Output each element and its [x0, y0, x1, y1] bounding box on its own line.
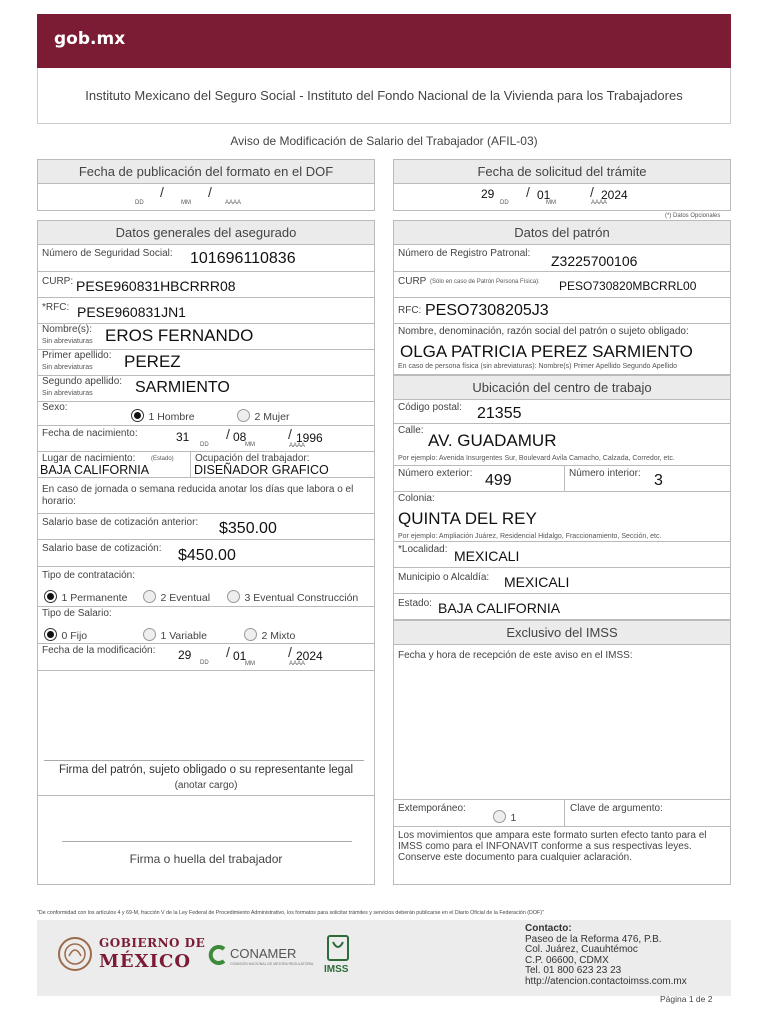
ap1-row[interactable] — [38, 350, 374, 376]
conamer-text: CONAMER — [230, 946, 297, 961]
contact-url[interactable]: http://atencion.contactoimss.com.mx — [525, 975, 687, 987]
nss-row[interactable] — [38, 245, 374, 272]
patron-curp-row[interactable] — [394, 272, 730, 298]
patron-nombre-row[interactable] — [394, 324, 730, 375]
curp-value: PESE960831HBCRRR08 — [76, 278, 236, 294]
mexico-text: MÉXICO — [99, 951, 192, 972]
extemp-opt-label: 1 — [510, 812, 517, 824]
solicitud-day: 29 — [481, 187, 495, 201]
nss-value: 101696110836 — [190, 250, 296, 267]
reg-value: Z3225700106 — [551, 253, 638, 269]
tsal-radio-mixto[interactable] — [244, 626, 295, 644]
patron-rfc-label: RFC: — [398, 305, 422, 316]
mod-label: Fecha de la modificación: — [42, 645, 156, 656]
asegurado-panel — [37, 245, 375, 885]
colonia-row[interactable] — [394, 492, 730, 542]
conamer-subtext: COMISIÓN NACIONAL DE MEJORA REGULATORIA — [230, 962, 314, 966]
contact-cp: C.P. 06600, CDMX — [525, 954, 609, 966]
mm-label: MM — [546, 200, 556, 206]
ubicacion-header: Ubicación del centro de trabajo — [393, 375, 731, 400]
modificacion-row[interactable]: Fecha de la modificación: 29 DD / 01 MM / 2024 AAAA — [38, 644, 374, 671]
nac-month: 08 — [233, 430, 247, 444]
sal-label: Salario base de cotización: — [42, 543, 162, 554]
tsal-opt3-label: 2 Mixto — [261, 630, 296, 642]
nacimiento-row[interactable]: Fecha de nacimiento: 31 DD / 08 MM / 1996 AAAA — [38, 426, 374, 452]
footer — [37, 920, 731, 996]
tsal-opt1-label: 0 Fijo — [61, 630, 88, 642]
contr-radio-construccion[interactable] — [227, 588, 358, 606]
patron-rfc-row[interactable] — [394, 298, 730, 324]
int-value: 3 — [654, 472, 663, 489]
sal-value: $450.00 — [178, 547, 236, 564]
nombre-row[interactable] — [38, 324, 374, 350]
imss-panel — [393, 645, 731, 885]
form-title: Aviso de Modificación de Salario del Trabajador (AFIL-03) — [230, 134, 538, 148]
date-slash: / — [226, 644, 230, 660]
dd-label: DD — [135, 200, 144, 206]
calle-row[interactable] — [394, 424, 730, 466]
recepcion-label: Fecha y hora de recepción de este aviso en el IMSS: — [398, 650, 633, 661]
ap1-label: Primer apellido: — [42, 350, 112, 361]
date-slash: / — [288, 426, 292, 442]
patron-curp-value: PESO730820MBCRRL00 — [559, 279, 697, 293]
patron-header: Datos del patrón — [393, 220, 731, 245]
contr-label: Tipo de contratación: — [42, 570, 136, 581]
tsal-radio-variable[interactable] — [143, 626, 207, 644]
firma-patron-sub: (anotar cargo) — [174, 780, 238, 791]
nac-year: 1996 — [296, 431, 323, 445]
tsal-radio-fijo[interactable] — [44, 626, 87, 644]
tipo-salario-row — [38, 607, 374, 644]
ap2-row[interactable] — [38, 376, 374, 402]
date-slash: / — [526, 184, 530, 200]
cp-label: Código postal: — [398, 402, 462, 413]
contr-opt3-label: 3 Eventual Construcción — [244, 592, 359, 604]
lugar-ocup-row[interactable] — [38, 452, 374, 478]
ap1-sub: Sin abreviaturas — [42, 364, 93, 371]
mexico-seal-icon — [57, 934, 93, 974]
nombre-sub: Sin abreviaturas — [42, 338, 93, 345]
date-slash: / — [590, 184, 594, 200]
firma-patron-area[interactable] — [38, 671, 374, 796]
recepcion-area[interactable] — [394, 645, 730, 800]
curp-row[interactable] — [38, 272, 374, 298]
asegurado-header: Datos generales del asegurado — [37, 220, 375, 245]
contratacion-row — [38, 567, 374, 607]
registro-row[interactable] — [394, 245, 730, 272]
date-slash: / — [226, 426, 230, 442]
ocup-label: Ocupación del trabajador: — [195, 453, 310, 464]
imss-note-text: Los movimientos que ampara este formato surten efecto tanto para el IMSS como para el INFONAVIT conforme a sus respectivas leyes. — [398, 830, 707, 852]
contact-block — [525, 924, 687, 987]
ap1-value: PEREZ — [124, 352, 181, 371]
salario-anterior-row[interactable] — [38, 514, 374, 540]
estado-row[interactable] — [394, 594, 730, 620]
cp-value: 21355 — [477, 405, 522, 422]
dd-label: DD — [500, 200, 509, 206]
patron-nombre-label: Nombre, denominación, razón social del patrón o sujeto obligado: — [398, 326, 689, 337]
sexo-radio-hombre[interactable] — [131, 407, 195, 425]
mun-value: MEXICALI — [504, 574, 570, 590]
dof-date-header: Fecha de publicación del formato en el DOF — [37, 159, 375, 184]
ap2-label: Segundo apellido: — [42, 376, 123, 387]
mod-day: 29 — [178, 648, 192, 662]
contact-colonia: Col. Juárez, Cuauhtémoc — [525, 944, 638, 955]
localidad-row[interactable] — [394, 542, 730, 568]
firma-trabajador-label: Firma o huella del trabajador — [129, 852, 283, 866]
contact-phone: Tel. 01 800 623 23 23 — [525, 965, 622, 976]
rfc-label: *RFC: — [42, 302, 70, 313]
nombre-value: EROS FERNANDO — [105, 326, 254, 345]
page-number: Página 1 de 2 — [660, 994, 713, 1004]
legal-note: "De conformidad con los artículos 4 y 69-M, fracción V de la Ley Federal de Procedimiento Administrativo, los formatos para solicitar trámites y servicios deberán publicarse en el Diario Oficial de la Federación (DOF)" — [37, 910, 544, 916]
mun-label: Municipio o Alcaldía: — [398, 572, 490, 583]
lugar-value: BAJA CALIFORNIA — [40, 463, 150, 477]
sexo-hombre-label: 1 Hombre — [148, 411, 195, 423]
calle-sub: Por ejemplo: Avenida Insurgentes Sur, Boulevard Avila Camacho, Calzada, Corredor, etc. — [398, 455, 675, 462]
sal-ant-label: Salario base de cotización anterior: — [42, 517, 199, 528]
date-slash: / — [288, 644, 292, 660]
lugar-sub: (Estado) — [151, 456, 174, 462]
contr-opt1-label: 1 Permanente — [61, 592, 128, 604]
reg-label: Número de Registro Patronal: — [398, 248, 531, 259]
mod-month: 01 — [233, 649, 247, 663]
contr-radio-permanente[interactable] — [44, 588, 127, 606]
municipio-row[interactable] — [394, 568, 730, 594]
sal-ant-value: $350.00 — [219, 520, 277, 537]
mod-year: 2024 — [296, 649, 323, 663]
ubicacion-panel — [393, 400, 731, 620]
colonia-sub: Por ejemplo: Ampliación Juárez, Residencial Hidalgo, Fraccionamiento, Sección, etc. — [398, 533, 662, 540]
patron-curp-label: CURP — [398, 276, 427, 287]
edo-label: Estado: — [398, 598, 432, 609]
sexo-row — [38, 402, 374, 426]
firma-trabajador-area[interactable] — [38, 796, 374, 884]
sexo-radio-mujer[interactable] — [237, 407, 289, 425]
loc-label: *Localidad: — [398, 544, 448, 555]
ap2-sub: Sin abreviaturas — [42, 390, 93, 397]
imss-logo-icon — [323, 934, 353, 964]
tsal-opt2-label: 1 Variable — [160, 630, 207, 642]
ocup-value: DISEÑADOR GRAFICO — [194, 463, 329, 477]
tsal-label: Tipo de Salario: — [42, 608, 112, 619]
patron-curp-sub: (Sólo en caso de Patrón Persona Física): — [430, 279, 540, 285]
solicitud-year: 2024 — [601, 188, 628, 202]
jornada-row[interactable] — [38, 478, 374, 514]
patron-nombre-sub: En caso de persona física (sin abreviaturas): Nombre(s) Primer Apellido Segundo Apellido — [398, 363, 677, 370]
contr-opt2-label: 2 Eventual — [160, 592, 211, 604]
conamer-logo-icon — [207, 944, 229, 966]
patron-panel — [393, 245, 731, 375]
imss-text: IMSS — [324, 964, 349, 975]
rfc-value: PESE960831JN1 — [77, 304, 186, 320]
solicitud-date-field[interactable] — [393, 184, 731, 211]
salario-row[interactable] — [38, 540, 374, 567]
patron-rfc-value: PESO7308205J3 — [425, 302, 549, 319]
contr-radio-eventual[interactable] — [143, 588, 210, 606]
gob-logo[interactable]: gob.mx — [54, 29, 126, 49]
ext-value: 499 — [485, 472, 512, 489]
solicitud-date-header: Fecha de solicitud del trámite — [393, 159, 731, 184]
cp-row[interactable] — [394, 400, 730, 424]
institution-banner: Instituto Mexicano del Seguro Social - Instituto del Fondo Nacional de la Vivienda para los Trabajadores — [37, 68, 731, 124]
clave-label: Clave de argumento: — [570, 803, 663, 814]
contact-address: Paseo de la Reforma 476, P.B. — [525, 933, 662, 945]
calle-value: AV. GUADAMUR — [428, 431, 557, 450]
sexo-label: Sexo: — [42, 402, 68, 413]
imss-note — [398, 830, 728, 863]
gob-header — [37, 14, 731, 68]
ap2-value: SARMIENTO — [135, 379, 230, 396]
mm-label: MM — [181, 200, 191, 206]
jornada-label: En caso de jornada o semana reducida anotar los días que labora o el horario: — [42, 484, 354, 507]
firma-patron-label: Firma del patrón, sujeto obligado o su representante legal — [58, 764, 354, 776]
colonia-value: QUINTA DEL REY — [398, 509, 537, 528]
date-slash: / — [208, 184, 212, 200]
rfc-row[interactable] — [38, 298, 374, 324]
nombre-label: Nombre(s): — [42, 324, 93, 335]
nac-label: Fecha de nacimiento: — [42, 428, 138, 439]
loc-value: MEXICALI — [454, 548, 520, 564]
date-slash: / — [160, 184, 164, 200]
ext-label: Número exterior: — [398, 468, 473, 479]
calle-label: Calle: — [398, 425, 424, 436]
contact-title: Contacto: — [525, 923, 572, 934]
nss-label: Número de Seguridad Social: — [42, 248, 173, 259]
extemp-radio[interactable] — [493, 808, 516, 826]
sexo-mujer-label: 2 Mujer — [254, 411, 290, 423]
imss-header: Exclusivo del IMSS — [393, 620, 731, 645]
gobierno-de-text: GOBIERNO DE — [99, 936, 206, 950]
edo-value: BAJA CALIFORNIA — [438, 600, 561, 616]
lugar-label: Lugar de nacimiento: — [42, 453, 136, 464]
imss-note-conserve: Conserve este documento para cualquier aclaración. — [398, 852, 633, 863]
extemp-label: Extemporáneo: — [398, 803, 466, 814]
aaaa-label: AAAA — [225, 200, 242, 206]
dof-date-field[interactable] — [37, 184, 375, 211]
aaaa-label: AAAA — [591, 200, 608, 206]
int-label: Número interior: — [569, 468, 641, 479]
solicitud-month: 01 — [537, 188, 551, 202]
colonia-label: Colonia: — [398, 493, 435, 504]
patron-nombre-value: OLGA PATRICIA PEREZ SARMIENTO — [400, 342, 693, 361]
optional-note: (*) Datos Opcionales — [665, 213, 721, 219]
extemporaneo-row — [394, 800, 730, 827]
nac-day: 31 — [176, 430, 190, 444]
numero-row[interactable] — [394, 466, 730, 492]
curp-label: CURP: — [42, 276, 74, 287]
